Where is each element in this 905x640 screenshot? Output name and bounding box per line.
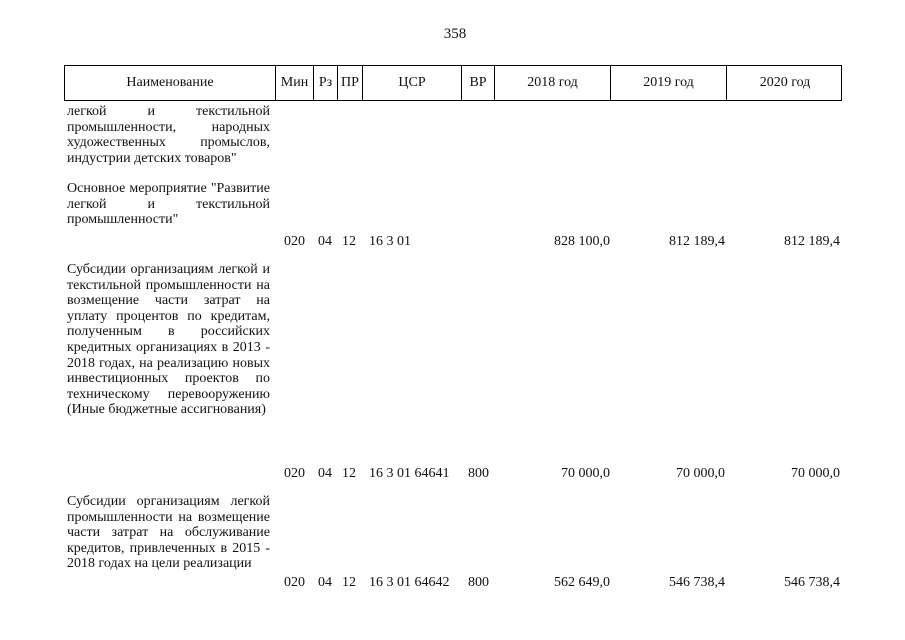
row-1-pr: 12 — [342, 466, 356, 481]
continuation-text: легкой и текстильной промышленности, народных художественных промыслов, индустрии детских товаров" — [67, 104, 270, 166]
row-1-name: Субсидии организациям легкой и текстильной промышленности на возмещение части затрат на уплату процентов по кредитам, полученным в российских кредитных организациях в 2013 - 2018 годах, на реализацию новых инвестиционных проектов по техническому перевооружению (Иные бюджетные ассигнования) — [67, 262, 270, 418]
header-csr: ЦСР — [363, 66, 462, 100]
row-1-vr: 800 — [468, 466, 489, 481]
row-2-2018: 562 649,0 — [554, 575, 610, 590]
row-0-2019: 812 189,4 — [669, 234, 725, 249]
page-number: 358 — [443, 26, 467, 42]
row-0-rz: 04 — [318, 234, 332, 249]
row-1-2018: 70 000,0 — [561, 466, 610, 481]
header-2018: 2018 год — [495, 66, 611, 100]
row-2-2019: 546 738,4 — [669, 575, 725, 590]
table-row — [0, 575, 905, 591]
table-row — [0, 466, 905, 482]
row-2-pr: 12 — [342, 575, 356, 590]
header-pr: ПР — [338, 66, 363, 100]
row-1-min: 020 — [284, 466, 305, 481]
header-2020: 2020 год — [759, 75, 811, 90]
row-1-csr: 16 3 01 64641 — [369, 466, 450, 481]
row-2-2020: 546 738,4 — [784, 575, 840, 590]
row-0-2020: 812 189,4 — [784, 234, 840, 249]
row-0-pr: 12 — [342, 234, 356, 249]
row-0-min: 020 — [284, 234, 305, 249]
row-2-csr: 16 3 01 64642 — [369, 575, 450, 590]
row-0-csr: 16 3 01 — [369, 234, 411, 249]
header-min: Мин — [276, 66, 314, 100]
row-2-vr: 800 — [468, 575, 489, 590]
header-rz: Рз — [314, 66, 338, 100]
row-0-2018: 828 100,0 — [554, 234, 610, 249]
row-2-rz: 04 — [318, 575, 332, 590]
row-2-name: Субсидии организациям легкой промышленности на возмещение части затрат на обслуживание кредитов, привлеченных в 2015 - 2018 годах на цели реализации — [67, 494, 270, 572]
row-1-2019: 70 000,0 — [676, 466, 725, 481]
table-row — [0, 234, 905, 250]
header-name: Наименование — [65, 66, 276, 100]
row-2-min: 020 — [284, 575, 305, 590]
row-0-name: Основное мероприятие "Развитие легкой и текстильной промышленности" — [67, 181, 270, 228]
row-1-rz: 04 — [318, 466, 332, 481]
row-1-2020: 70 000,0 — [791, 466, 840, 481]
table-header — [64, 65, 842, 101]
header-2019: 2019 год — [611, 66, 727, 100]
header-vr: ВР — [462, 66, 495, 100]
